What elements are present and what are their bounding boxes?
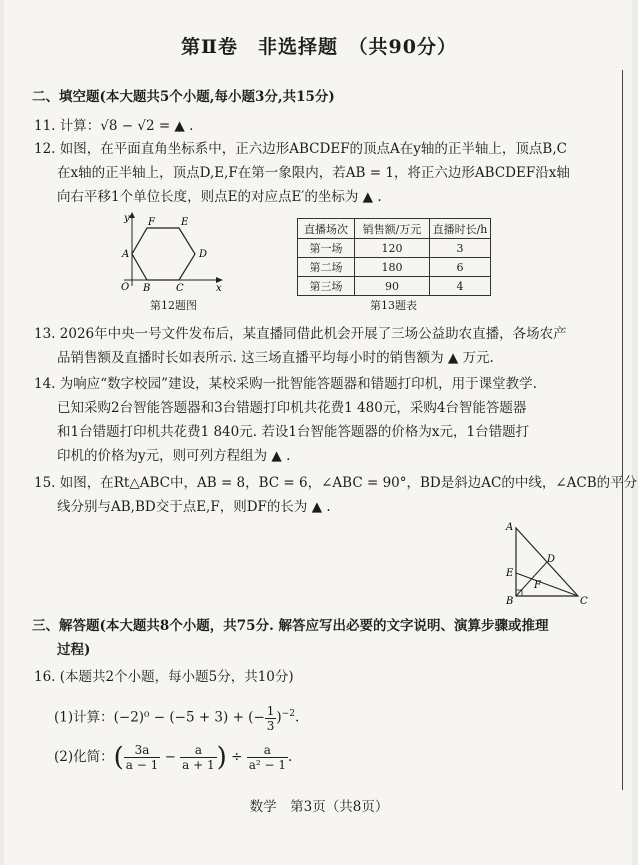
table-cell: 6 bbox=[430, 258, 491, 277]
q11-text: 11. 计算：√8 − √2 = ▲ . bbox=[34, 118, 194, 134]
section3-header: 三、解答题(本大题共8个小题，共75分. 解答应写出必要的文字说明、演算步骤或推理 bbox=[32, 618, 549, 634]
fraction-numerator: 3a bbox=[124, 743, 160, 758]
fraction-denominator: a − 1 bbox=[125, 758, 159, 772]
page-edge-rule bbox=[622, 70, 623, 790]
table-header-cell: 直播场次 bbox=[298, 219, 355, 239]
fraction-numerator: 1 bbox=[266, 703, 275, 718]
q15-line1: 15. 如图，在Rt△ABC中，AB = 8，BC = 6，∠ABC = 90°，BD是斜边AC的中线，∠ACB的平分 bbox=[34, 475, 638, 491]
q15-label-d: D bbox=[547, 554, 556, 565]
q12-line2: 在x轴的正半轴上，顶点D,E,F在第一象限内，若AB = 1，将正六边形ABCDEF沿x轴 bbox=[57, 165, 570, 181]
section3-header-cont: 过程) bbox=[57, 642, 91, 658]
q16-part1-expr: (−2)⁰ − (−5 + 3) + (− bbox=[113, 709, 265, 726]
q12-figure bbox=[112, 210, 227, 292]
q15-line2: 线分别与AB,BD交于点E,F，则DF的长为 ▲ . bbox=[57, 499, 331, 515]
q12-line1: 12. 如图，在平面直角坐标系中，正六边形ABCDEF的顶点A在y轴的正半轴上，顶点B,C bbox=[34, 141, 567, 157]
q14-line4: 印机的价格为y元，则可列方程组为 ▲ . bbox=[57, 448, 291, 464]
close-paren: ) bbox=[216, 742, 227, 773]
q16-part1-end: . bbox=[294, 709, 300, 726]
section2-header: 二、填空题(本大题共5个小题,每小题3分,共15分) bbox=[32, 89, 335, 105]
fraction-3a bbox=[124, 743, 160, 772]
fraction-a-over-a2 bbox=[247, 743, 288, 772]
table-cell: 3 bbox=[430, 239, 491, 258]
q12-label-e: E bbox=[181, 217, 189, 228]
q15-label-c: C bbox=[580, 596, 588, 607]
table-cell: 第三场 bbox=[298, 277, 355, 296]
table-row bbox=[298, 277, 491, 296]
table-cell: 180 bbox=[355, 258, 430, 277]
q16-part2 bbox=[54, 741, 292, 774]
table-cell: 120 bbox=[355, 239, 430, 258]
q12-label-f: F bbox=[148, 217, 155, 228]
q12-label-x: x bbox=[216, 283, 222, 292]
table-row bbox=[298, 239, 491, 258]
q15-label-e: E bbox=[506, 568, 514, 579]
q16-part1-exponent: −2 bbox=[281, 709, 295, 719]
table-cell: 第一场 bbox=[298, 239, 355, 258]
q12-label-b: B bbox=[143, 283, 151, 292]
table-row bbox=[298, 258, 491, 277]
q12-label-c: C bbox=[176, 283, 184, 292]
fraction-denominator: 3 bbox=[266, 718, 275, 733]
q15-label-f: F bbox=[534, 580, 541, 591]
q13-line2: 品销售额及直播时长如表所示. 这三场直播平均每小时的销售额为 ▲ 万元. bbox=[57, 350, 494, 366]
q14-line3: 和1台错题打印机共花费1 840元. 若设1台智能答题器的价格为x元，1台错题打 bbox=[57, 424, 530, 440]
q16-part1-fraction bbox=[265, 704, 277, 733]
q15-label-b: B bbox=[506, 596, 514, 607]
table-cell: 90 bbox=[355, 277, 430, 296]
table-header-row bbox=[298, 219, 491, 239]
divide-sign: ÷ bbox=[231, 749, 243, 765]
q12-label-o: O bbox=[121, 282, 130, 292]
q15-label-a: A bbox=[506, 522, 514, 533]
q16-part1-paren: ) bbox=[276, 709, 282, 726]
q13-caption: 第13题表 bbox=[370, 299, 417, 312]
q16-header: 16. (本题共2个小题，每小题5分，共10分) bbox=[34, 669, 294, 685]
q12-label-y: y bbox=[124, 213, 130, 224]
q12-line3: 向右平移1个单位长度，则点E的对应点E′的坐标为 ▲ . bbox=[57, 189, 382, 205]
q13-line1: 13. 2026年中央一号文件发布后，某直播同借此机会开展了三场公益助农直播，各场农产 bbox=[34, 326, 567, 342]
table-cell: 第二场 bbox=[298, 258, 355, 277]
q14-line2: 已知采购2台智能答题器和3台错题打印机共花费1 480元，采购4台智能答题器 bbox=[57, 400, 527, 416]
page-footer: 数学 第3页（共8页） bbox=[249, 799, 389, 815]
open-paren: ( bbox=[113, 742, 124, 773]
fraction-a bbox=[180, 743, 216, 772]
table-cell: 4 bbox=[430, 277, 491, 296]
fraction-denominator: a + 1 bbox=[182, 758, 215, 772]
fraction-numerator: a bbox=[180, 743, 216, 758]
q14-line1: 14. 为响应“数字校园”建设，某校采购一批智能答题器和错题打印机，用于课堂教学. bbox=[34, 376, 537, 392]
q16-part2-end: . bbox=[288, 749, 293, 765]
page-title: 第Ⅱ卷 非选择题 （共90分） bbox=[181, 36, 457, 58]
q16-part2-label: (2)化简： bbox=[54, 749, 114, 765]
q12-label-a: A bbox=[122, 249, 130, 260]
table-header-cell: 直播时长/h bbox=[430, 219, 491, 239]
fraction-denominator: a² − 1 bbox=[248, 758, 287, 772]
q12-caption: 第12题图 bbox=[150, 299, 197, 312]
q16-part1-label: (1)计算： bbox=[54, 709, 114, 726]
table-header-cell: 销售额/万元 bbox=[355, 219, 430, 239]
q16-part1 bbox=[54, 699, 299, 733]
q12-label-d: D bbox=[199, 249, 208, 260]
minus-sign: − bbox=[164, 749, 176, 765]
q15-figure bbox=[498, 518, 590, 608]
fraction-numerator: a bbox=[247, 743, 288, 758]
q13-table bbox=[297, 218, 491, 296]
